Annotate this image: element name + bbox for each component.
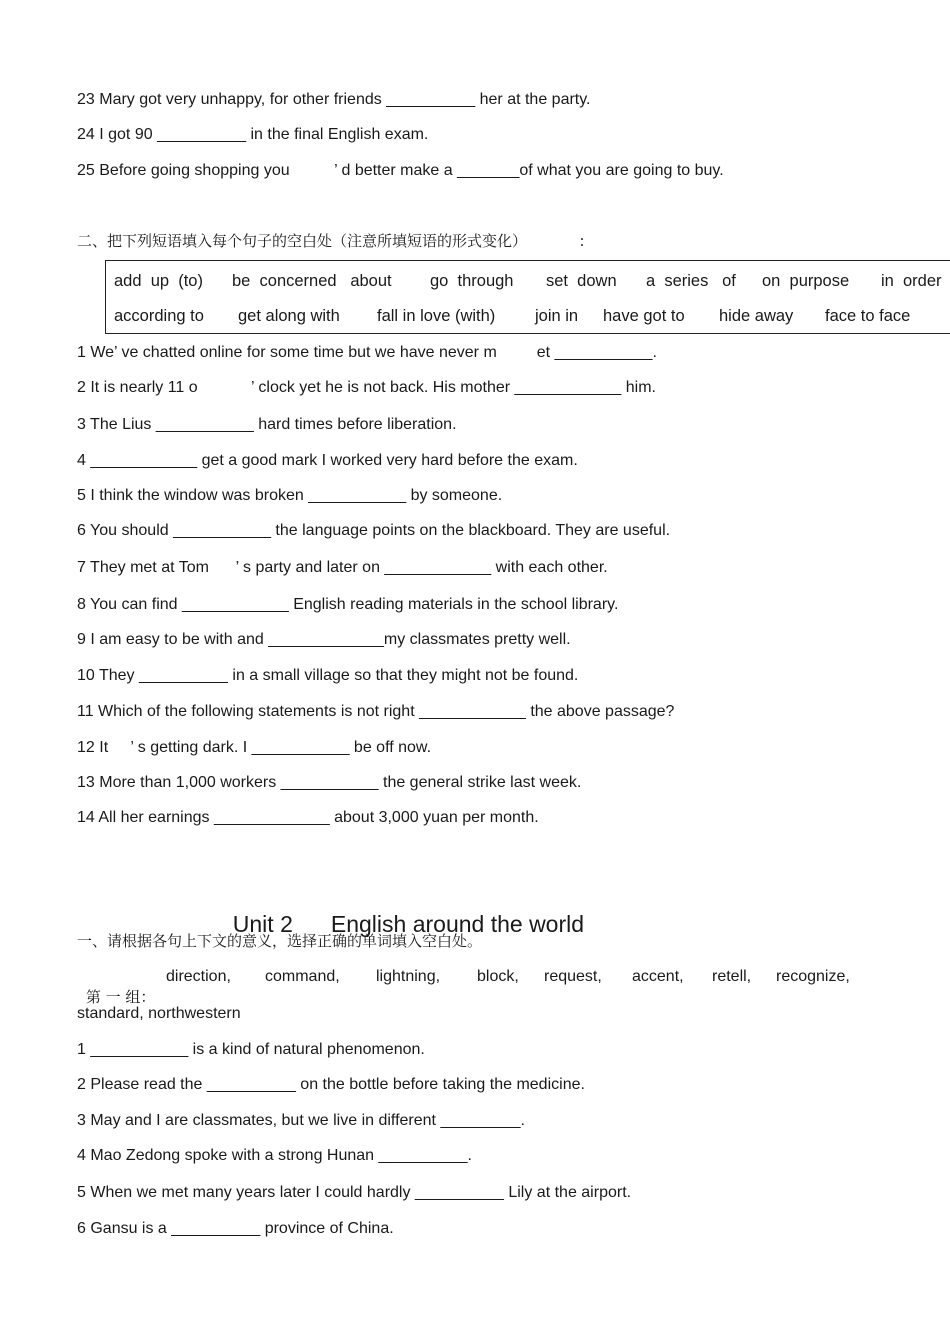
phrase-item: a series of: [646, 272, 736, 290]
word-group-line: [77, 967, 155, 1008]
unit-number: Unit 2: [232, 911, 293, 937]
exercise-sentence: 13 More than 1,000 workers ___________ the general strike last week.: [77, 774, 582, 791]
phrase-item: on purpose: [762, 272, 850, 290]
exercise-sentence: 2 It is nearly 11 o ’ clock yet he is not back. His mother ____________ him.: [77, 379, 656, 396]
word-item: direction,: [166, 968, 231, 985]
phrase-item: set down: [546, 272, 617, 290]
exercise-sentence: 1 ___________ is a kind of natural phenomenon.: [77, 1041, 425, 1058]
phrase-item: hide away: [719, 307, 794, 325]
phrase-item: have got to: [603, 307, 685, 325]
word-item: request,: [544, 968, 602, 985]
exercise-sentence: 14 All her earnings _____________ about 3,000 yuan per month.: [77, 809, 539, 826]
exercise-sentence: 6 Gansu is a __________ province of China.: [77, 1220, 394, 1237]
exercise-sentence: 6 You should ___________ the language points on the blackboard. They are useful.: [77, 522, 671, 539]
phrase-item: get along with: [238, 307, 340, 325]
word-item: lightning,: [376, 968, 441, 985]
exercise-sentence-23: 23 Mary got very unhappy, for other friends __________ her at the party.: [77, 91, 591, 108]
section-heading-phrases: 二、把下列短语填入每个句子的空白处（注意所填短语的形式变化） :: [77, 232, 585, 250]
exercise-sentence: 5 I think the window was broken ___________ by someone.: [77, 487, 503, 504]
phrase-item: add up (to): [114, 272, 203, 290]
word-item: retell,: [712, 968, 752, 985]
word-item: recognize,: [776, 968, 850, 985]
exercise-sentence: 3 May and I are classmates, but we live in different _________.: [77, 1112, 525, 1129]
phrase-item: according to: [114, 307, 204, 325]
unit-title: [220, 882, 584, 938]
section-heading-words: 一、请根据各句上下文的意义，选择正确的单词填入空白处。: [77, 932, 483, 950]
exercise-sentence-25: 25 Before going shopping you ’ d better make a _______of what you are going to buy.: [77, 162, 724, 179]
phrase-item: join in: [535, 307, 579, 325]
word-group-label: 第 一 组：: [85, 988, 156, 1006]
phrase-item: go through: [430, 272, 514, 290]
exercise-sentence: 8 You can find ____________ English reading materials in the school library.: [77, 596, 619, 613]
word-item: block,: [477, 968, 519, 985]
phrase-bank-box: [105, 260, 950, 334]
exercise-sentence: 2 Please read the __________ on the bottle before taking the medicine.: [77, 1076, 585, 1093]
exercise-sentence: 12 It ’ s getting dark. I ___________ be off now.: [77, 739, 432, 756]
exercise-sentence-24: 24 I got 90 __________ in the final English exam.: [77, 126, 429, 143]
exercise-sentence: 7 They met at Tom ’ s party and later on ____________ with each other.: [77, 559, 608, 576]
exercise-sentence: 1 We’ ve chatted online for some time but we have never m et ___________.: [77, 344, 657, 361]
phrase-item: fall in love (with): [377, 307, 496, 325]
word-item: accent,: [632, 968, 684, 985]
exercise-sentence: 10 They __________ in a small village so that they might not be found.: [77, 667, 579, 684]
word-group-line-2: standard, northwestern: [77, 1005, 241, 1022]
phrase-item: be concerned about: [232, 272, 392, 290]
exercise-sentence: 4 ____________ get a good mark I worked very hard before the exam.: [77, 452, 578, 469]
exercise-sentence: 11 Which of the following statements is not right ____________ the above passage?: [77, 703, 675, 720]
phrase-item: in order: [881, 272, 942, 290]
exercise-sentence: 5 When we met many years later I could hardly __________ Lily at the airport.: [77, 1184, 632, 1201]
phrase-item: face to face: [825, 307, 911, 325]
exercise-sentence: 9 I am easy to be with and _____________my classmates pretty well.: [77, 631, 571, 648]
exercise-sentence: 4 Mao Zedong spoke with a strong Hunan __________.: [77, 1147, 472, 1164]
word-item: command,: [265, 968, 340, 985]
exercise-sentence: 3 The Lius ___________ hard times before liberation.: [77, 416, 457, 433]
unit-name: English around the world: [330, 911, 585, 937]
